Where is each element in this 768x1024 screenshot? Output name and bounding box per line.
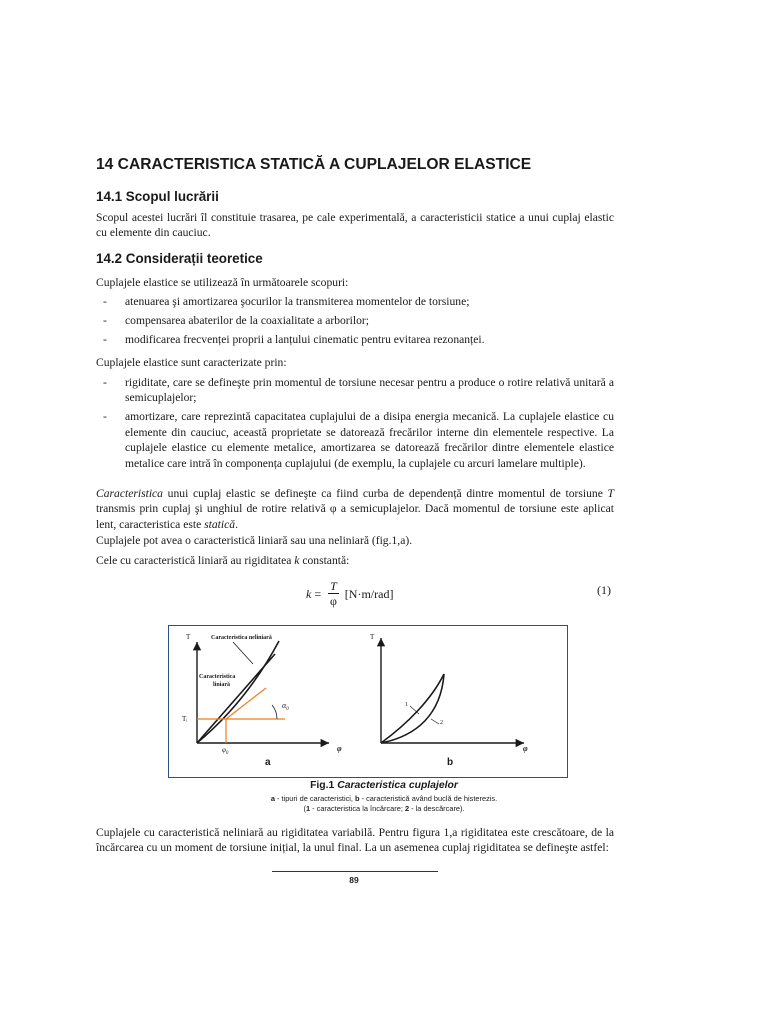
linear-curve (197, 654, 275, 743)
equation-rigidity: k = $\frac{T}{\varphi}$ [N·m/rad] (306, 579, 394, 608)
paragraph-scop: Scopul acestei lucrări îl constituie trasarea, pe cale experimentală, a caracteristicii statice a unui cuplaj elastic cu elemente din cauciuc. (96, 211, 614, 240)
list-props (96, 375, 614, 474)
alpha-arc (272, 705, 277, 719)
figure-caption-line1: a - tipuri de caracteristici, b - caracteristică având buclă de histerezis. (270, 794, 498, 803)
figure-1 (168, 625, 568, 778)
footer-rule (272, 871, 438, 872)
page-title: 14 CARACTERISTICA STATICĂ A CUPLAJELOR ELASTICE (96, 156, 532, 173)
list-item: - atenuarea şi amortizarea şocurilor la transmiterea momentelor de torsiune; (103, 295, 470, 308)
axis-T-label-a: T (186, 633, 191, 641)
label-alpha: $\alpha_0$ (282, 701, 289, 712)
axis-T-label-b: T (370, 633, 375, 641)
section-heading-scop: 14.1 Scopul lucrării (96, 189, 219, 204)
fraction: $\frac{T}{\varphi}$ (329, 579, 337, 608)
label-Ti: Tᵢ (182, 715, 188, 723)
figure-caption-title: Fig.1 Caracteristica cuplajelor (310, 780, 458, 791)
list-item: - modificarea frecvenței proprii a lanțului cinematic pentru evitarea rezonanței. (103, 332, 485, 346)
axis-phi-label-a: φ (337, 744, 342, 753)
nonlinear-leader (233, 642, 253, 664)
curve1-label: 1 (405, 702, 408, 708)
paragraph-intro-uses: Cuplajele elastice se utilizează în următoarele scopuri: (96, 276, 349, 289)
curve2-leader (431, 719, 439, 724)
list-item: - rigiditate, care se defineşte prin momentul de torsiune necesar pentru a produce o rotire relativă unitară a semicuplajelor; (103, 376, 614, 405)
axis-phi-label-b: φ (523, 744, 528, 753)
panel-a (182, 633, 342, 768)
panel-letter-b: b (447, 757, 454, 768)
equation-number: (1) (597, 583, 611, 597)
section-heading-consideratii: 14.2 Considerații teoretice (96, 251, 263, 266)
paragraph-nonlinear: Cuplajele cu caracteristică neliniară au rigiditatea variabilă. Pentru figura 1,a rigiditatea este crescătoare, de la încărcarea cu un moment de torsiune inițial, la unul final. La un asemenea cuplaj rigiditatea se defineşte astfel: (96, 826, 614, 855)
list-uses (96, 294, 614, 351)
panel-letter-a: a (265, 757, 271, 768)
figure-caption-line2: (1 - caracteristica la încărcare; 2 - la descărcare). (303, 804, 465, 813)
label-nonlinear: Caracteristica neliniară (211, 635, 272, 641)
paragraph-intro-props: Cuplajele elastice sunt caracterizate prin: (96, 356, 287, 369)
label-linear-2: liniară (213, 682, 231, 688)
label-linear-1: Caracteristica (199, 674, 236, 680)
paragraph-linear-nonlinear: Cuplajele pot avea o caracteristică liniară sau una neliniară (fig.1,a). (96, 534, 413, 547)
paragraph-rigidity: Cele cu caracteristică liniară au rigiditatea k constantă: (96, 554, 350, 567)
paragraph-definition: Caracteristica unui cuplaj elastic se defineşte ca fiind curba de dependență dintre momentul de torsiune T transmis prin cuplaj şi unghiul de rotire relativă φ a semicuplajelor. Dacă momentul de torsiune este aplicat lent, caracteristica este statică. (96, 487, 614, 531)
list-item: - compensarea abaterilor de la coaxialitate a arborilor; (103, 313, 369, 327)
page-number: 89 (349, 875, 359, 885)
nonlinear-curve (197, 641, 279, 743)
figure-1-graphic (169, 626, 567, 777)
list-item: - amortizare, care reprezintă capacitatea cuplajului de a disipa energia mecanică. La cuplajele elastice cu elemente din cauciuc, această proprietate se datorează frecărilor interne din elementele respective. La cuplajele elastice cu elemente metalice, amortizarea se datorează frecărilor dintre elementele elastice metalice care intră în componența cuplajului (de exemplu, la cuplajele cu arcuri lamelare multiple). (103, 410, 614, 470)
curve2-label: 2 (440, 720, 443, 726)
label-phi0: $\varphi_0$ (222, 746, 229, 756)
panel-b (370, 633, 528, 768)
